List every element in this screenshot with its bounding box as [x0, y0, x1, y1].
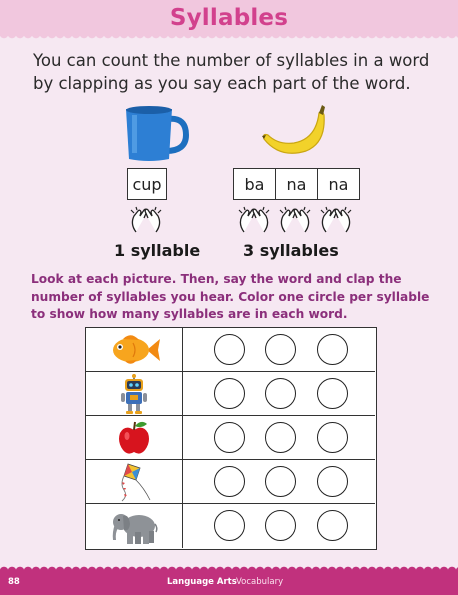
- syllable-circle[interactable]: [317, 466, 348, 497]
- syllable-circle[interactable]: [265, 334, 296, 365]
- clapping-hands-icon: [277, 206, 313, 234]
- table-row: [86, 328, 375, 372]
- word-box-banana: [233, 168, 360, 200]
- clapping-hands-icon: [128, 206, 164, 234]
- picture-cell: [86, 504, 183, 548]
- syllable-circle[interactable]: [214, 422, 245, 453]
- clapping-hands-icon: [236, 206, 272, 234]
- syllable-circle[interactable]: [317, 378, 348, 409]
- goldfish-icon: [107, 333, 161, 367]
- syllable-circle[interactable]: [265, 466, 296, 497]
- syllable-cell: na: [328, 174, 349, 194]
- picture-cell: [86, 460, 183, 503]
- syllable-circle[interactable]: [265, 422, 296, 453]
- page-title: Syllables: [169, 5, 289, 31]
- picture-cell: [86, 416, 183, 459]
- header-scallop: [0, 34, 458, 42]
- syllable-circle[interactable]: [317, 422, 348, 453]
- banana-icon: [262, 105, 330, 161]
- syllable-count-label: 3 syllables: [243, 241, 339, 260]
- table-row: [86, 372, 375, 416]
- syllable-circle[interactable]: [317, 510, 348, 541]
- syllable-circle[interactable]: [265, 378, 296, 409]
- elephant-icon: [109, 506, 159, 546]
- picture-cell: [86, 372, 183, 415]
- apple-icon: [117, 420, 151, 456]
- intro-text: You can count the number of syllables in a word by clapping as you say each part of the word.: [33, 51, 430, 93]
- syllable-circle[interactable]: [317, 334, 348, 365]
- syllable-circle[interactable]: [214, 378, 245, 409]
- picture-cell: [86, 328, 183, 371]
- footer-subject: Language Arts: [167, 577, 237, 587]
- table-row: [86, 504, 375, 548]
- syllable-circle[interactable]: [265, 510, 296, 541]
- syllable-circle[interactable]: [214, 334, 245, 365]
- table-row: [86, 460, 375, 504]
- word-box-cup: [127, 168, 167, 200]
- syllable-cell: cup: [132, 174, 162, 194]
- clapping-hands-icon: [318, 206, 354, 234]
- syllable-cell: na: [276, 169, 318, 199]
- syllable-cell: ba: [234, 169, 276, 199]
- instructions-text: Look at each picture. Then, say the word and clap the number of syllables you hear. Color one circle per syllable to show how many syllables are in each word.: [31, 272, 430, 321]
- syllable-count-label: 1 syllable: [114, 241, 201, 260]
- cup-icon: [122, 105, 190, 163]
- kite-icon: [114, 462, 154, 502]
- syllable-table: [85, 327, 377, 550]
- syllable-circle[interactable]: [214, 510, 245, 541]
- footer-topic: Vocabulary: [236, 577, 284, 587]
- syllable-circle[interactable]: [214, 466, 245, 497]
- robot-icon: [119, 374, 149, 414]
- page-number: 88: [8, 577, 20, 587]
- table-row: [86, 416, 375, 460]
